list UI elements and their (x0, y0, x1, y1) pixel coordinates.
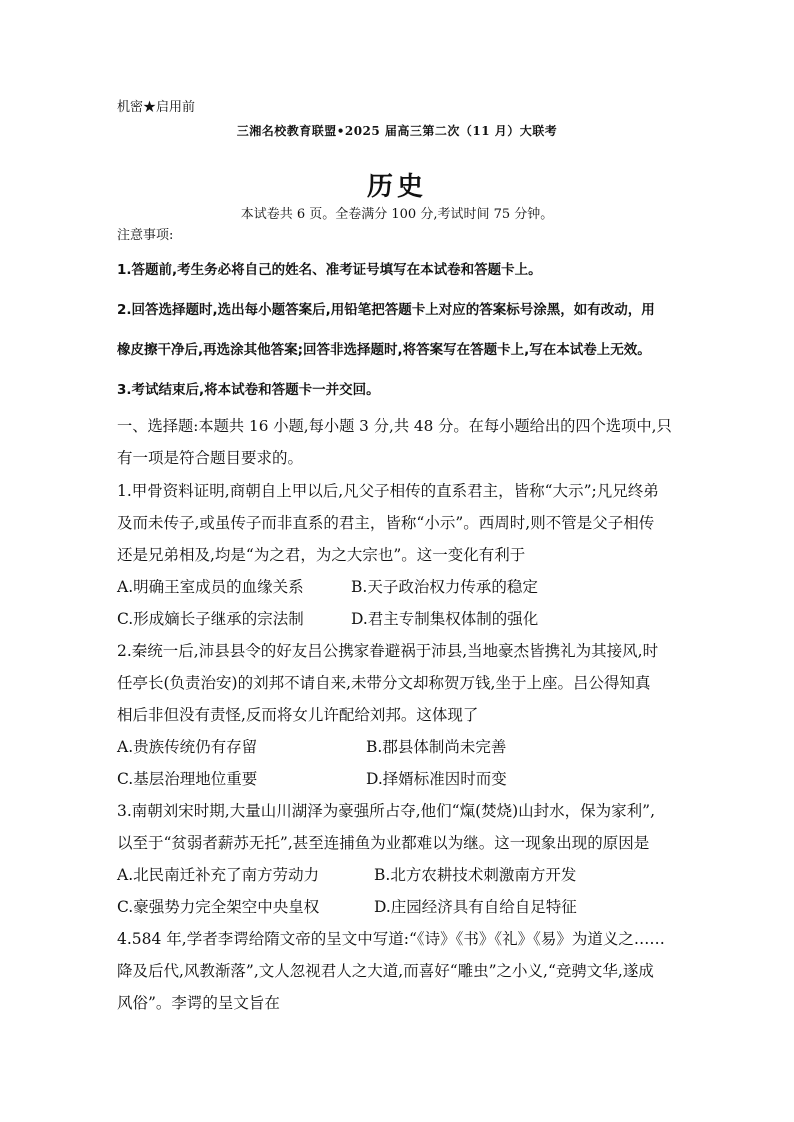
section-instruction-line-1: 一、选择题:本题共 16 小题,每小题 3 分,共 48 分。在每小题给出的四个选项中,只 (117, 417, 672, 435)
question-4-line-1: 4.584 年,学者李谔给隋文帝的呈文中写道:“《诗》《书》《礼》《易》为道义之…… (117, 930, 665, 948)
question-3-option-a: A.北民南迁补充了南方劳动力 (117, 866, 320, 884)
confidential-label: 机密★启用前 (117, 100, 196, 115)
question-2-line-2: 任亭长(负责治安)的刘邦不请自来,未带分文却称贺万钱,坐于上座。吕公得知真 (117, 674, 651, 692)
question-1-line-2: 及而未传子,或虽传子而非直系的君主，皆称“小示”。西周时,则不管是父子相传 (117, 514, 655, 532)
question-2-option-b: B.郡县体制尚未完善 (366, 738, 507, 756)
notice-item-2-line-1: 2.回答选择题时,选出每小题答案后,用铅笔把答题卡上对应的答案标号涂黑，如有改动，用 (117, 302, 655, 318)
exam-title: 三湘名校教育联盟•2025 届高三第二次（11 月）大联考 (236, 124, 558, 138)
question-2-line-1: 2.秦统一后,沛县县令的好友吕公携家眷避祸于沛县,当地豪杰皆携礼为其接风,时 (117, 642, 659, 660)
question-1-option-a: A.明确王室成员的血缘关系 (117, 578, 304, 596)
question-3-option-c: C.豪强势力完全架空中央皇权 (117, 898, 320, 916)
question-3-option-d: D.庄园经济具有自给自足特征 (374, 898, 577, 916)
question-1-option-d: D.君主专制集权体制的强化 (351, 610, 539, 628)
question-2-option-a: A.贵族传统仍有存留 (117, 738, 258, 756)
exam-info: 本试卷共 6 页。全卷满分 100 分,考试时间 75 分钟。 (240, 207, 554, 222)
notice-item-2-line-2: 橡皮擦干净后,再选涂其他答案;回答非选择题时,将答案写在答题卡上,写在本试卷上无效。 (117, 342, 651, 358)
question-1-line-3: 还是兄弟相及,均是“为之君，为之大宗也”。这一变化有利于 (117, 546, 526, 564)
question-3-line-1: 3.南朝刘宋时期,大量山川湖泽为豪强所占夺,他们“熂(焚烧)山封水，保为家利”, (117, 802, 656, 820)
question-1-line-1: 1.甲骨资料证明,商朝自上甲以后,凡父子相传的直系君主，皆称“大示”;凡兄终弟 (117, 482, 659, 500)
question-3-line-2: 以至于“贫弱者薪苏无托”,甚至连捕鱼为业都难以为继。这一现象出现的原因是 (117, 834, 650, 852)
question-1-option-c: C.形成嫡长子继承的宗法制 (117, 610, 304, 628)
notice-item-1: 1.答题前,考生务必将自己的姓名、准考证号填写在本试卷和答题卡上。 (117, 262, 542, 278)
question-4-line-3: 风俗”。李谔的呈文旨在 (117, 994, 280, 1012)
question-2-option-d: D.择婿标准因时而变 (366, 770, 507, 788)
notice-item-3: 3.考试结束后,将本试卷和答题卡一并交回。 (117, 382, 380, 398)
question-2-option-c: C.基层治理地位重要 (117, 770, 258, 788)
question-3-option-b: B.北方农耕技术刺激南方开发 (374, 866, 577, 884)
subject-title: 历史 (366, 172, 427, 202)
notice-heading: 注意事项: (117, 228, 174, 243)
question-1-option-b: B.天子政治权力传承的稳定 (351, 578, 538, 596)
section-instruction-line-2: 有一项是符合题目要求的。 (117, 449, 304, 467)
question-2-line-3: 相后非但没有责怪,反而将女儿许配给刘邦。这体现了 (117, 706, 479, 724)
question-4-line-2: 降及后代,风教渐落”,文人忽视君人之大道,而喜好“雕虫”之小义,“竞骋文华,遂成 (117, 962, 654, 980)
